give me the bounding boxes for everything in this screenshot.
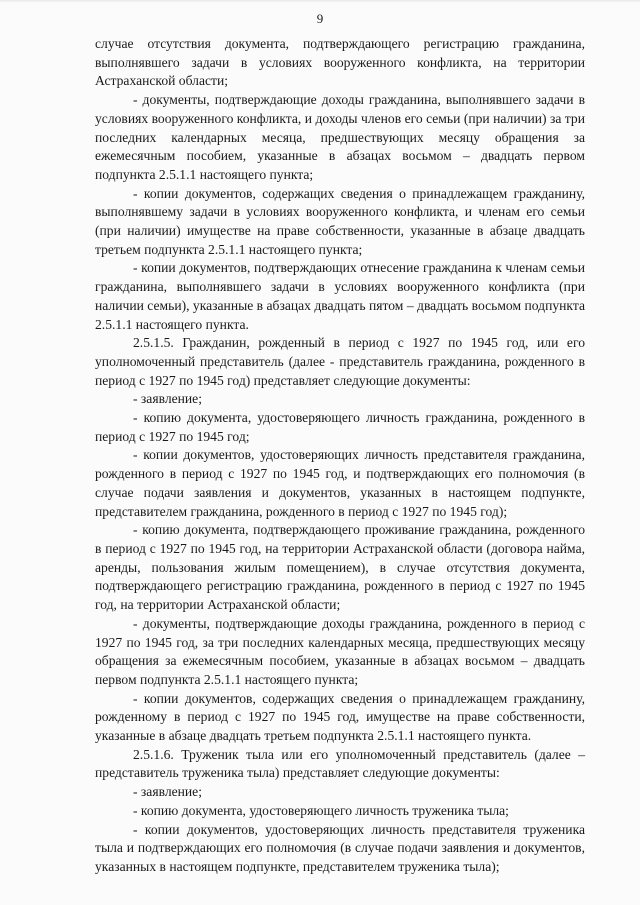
paragraph: - копию документа, удостоверяющего личность труженика тыла; bbox=[133, 802, 509, 818]
document-body bbox=[95, 35, 585, 877]
paragraph: - документы, подтверждающие доходы гражданина, рожденного в период с 1927 по 1945 год, за три последних календарных месяца, предшествующих месяцу обращения за ежемесячным пособием, указанные в абзацах восьмом – двадцать первом подпункта 2.5.1.1 настоящего пункта; bbox=[95, 615, 585, 687]
paragraph: - заявление; bbox=[133, 784, 202, 800]
paragraph: - копии документов, удостоверяющих личность представителя гражданина, рожденного в период с 1927 по 1945 год, и подтверждающих его полномочия (в случае подачи заявления и документов, указанных в настоящем подпункте, представителем гражданина, рожденного в период с 1927 по 1945 год); bbox=[95, 447, 585, 519]
paragraph: - документы, подтверждающие доходы гражданина, выполнявшего задачи в условиях вооруженного конфликта, и доходы членов его семьи (при наличии) за три последних календарных месяца, предшествующих месяцу обращения за ежемесячным пособием, указанные в абзацах восьмом – двадцать первом подпункта 2.5.1.1 настоящего пункта; bbox=[95, 92, 585, 182]
paragraph: - копии документов, содержащих сведения о принадлежащем гражданину, выполнявшему задачи в условиях вооруженного конфликта, и членам его семьи (при наличии) имуществе на праве собственности, указанные в абзаце двадцать третьем подпункта 2.5.1.1 настоящего пункта; bbox=[95, 185, 585, 257]
paragraph: 2.5.1.6. Труженик тыла или его уполномоченный представитель (далее – представитель труженика тыла) представляет следующие документы: bbox=[95, 746, 585, 781]
paragraph: - копию документа, удостоверяющего личность гражданина, рожденного в период с 1927 по 1945 год; bbox=[95, 410, 585, 444]
paragraph: 2.5.1.5. Гражданин, рожденный в период с 1927 по 1945 год, или его уполномоченный представитель (далее - представитель гражданина, рожденного в период с 1927 по 1945 год) представляет следующие документы: bbox=[95, 335, 585, 388]
scan-edge bbox=[0, 0, 640, 3]
paragraph: - копии документов, содержащих сведения о принадлежащем гражданину, рожденному в период с 1927 по 1945 год, имуществе на праве собственности, указанные в абзаце двадцать третьем подпункта 2.5.1.1 настоящего пункта. bbox=[95, 690, 585, 744]
paragraph: - копию документа, подтверждающего проживание гражданина, рожденного в период с 1927 по 1945 год, на территории Астраханской области (договора найма, аренды, пользования жилым помещением), в случае отсутствия документа, подтверждающего регистрацию гражданина, рожденного в период с 1927 по 1945 год, на территории Астраханской области; bbox=[95, 522, 585, 613]
paragraph: - копии документов, подтверждающих отнесение гражданина к членам семьи гражданина, выполнявшего задачи в условиях вооруженного конфликта (при наличии семьи), указанные в абзацах двадцать пятом – двадцать восьмом подпункта 2.5.1.1 настоящего пункта. bbox=[95, 260, 585, 332]
paragraph: - заявление; bbox=[133, 391, 202, 407]
page-number: 9 bbox=[316, 11, 324, 26]
paragraph: - копии документов, удостоверяющих личность представителя труженика тыла и подтверждающих его полномочия (в случае подачи заявления и документов, указанных в настоящем подпункте, представителем труженика тыла); bbox=[95, 821, 585, 874]
paragraph: случае отсутствия документа, подтверждающего регистрацию гражданина, выполнявшего задачи в условиях вооруженного конфликта, на территории Астраханской области; bbox=[95, 36, 585, 89]
